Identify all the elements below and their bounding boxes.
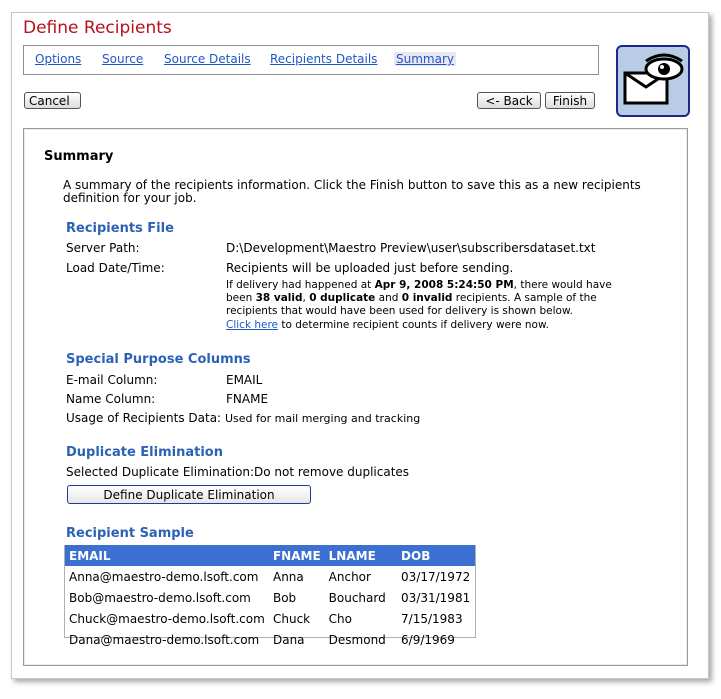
cancel-button[interactable]: Cancel (24, 92, 81, 109)
special-columns-heading: Special Purpose Columns (66, 352, 251, 367)
delivery-datetime: Apr 9, 2008 5:24:50 PM (374, 279, 514, 291)
click-here-link[interactable]: Click here (226, 319, 279, 331)
cell-lname: Desmond (328, 632, 386, 647)
load-datetime-label: Load Date/Time: (66, 261, 165, 275)
cell-lname: Bouchard (328, 590, 386, 605)
recipient-sample-table (64, 545, 476, 647)
duplicate-elimination-heading: Duplicate Elimination (66, 445, 223, 460)
name-column-label: Name Column: (66, 392, 156, 406)
email-column-label: E-mail Column: (66, 373, 158, 387)
column-header-fname: FNAME (269, 545, 325, 566)
usage-label: Usage of Recipients Data: (66, 411, 222, 425)
cell-dob: 03/17/1972 (401, 569, 471, 584)
name-column-value: FNAME (226, 392, 269, 406)
cell-dob: 6/9/1969 (401, 632, 455, 647)
table-row (65, 629, 475, 650)
recipients-file-heading: Recipients File (66, 221, 174, 236)
delivery-note-line1: If delivery had happened at Apr 9, 2008 5:24:50 PM, there would have (226, 279, 612, 291)
load-datetime-value: Recipients will be uploaded just before sending. (226, 261, 514, 275)
cell-lname: Cho (328, 611, 352, 626)
tab-source[interactable]: Source (102, 52, 144, 66)
table-row (65, 587, 475, 608)
cell-fname: Dana (272, 632, 305, 647)
finish-button[interactable]: Finish (545, 92, 595, 109)
invalid-count: 0 invalid (401, 292, 453, 304)
column-header-dob: DOB (397, 545, 475, 566)
recipient-sample-heading: Recipient Sample (66, 526, 194, 541)
delivery-note-line3: recipients that would have been used for delivery is shown below. (226, 305, 573, 317)
cell-dob: 7/15/1983 (401, 611, 463, 626)
summary-heading: Summary (44, 149, 114, 164)
tab-options[interactable]: Options (35, 52, 82, 66)
delivery-note-line4: Click here to determine recipient counts if delivery were now. (226, 319, 549, 331)
cell-fname: Anna (272, 569, 304, 584)
wizard-tabs (23, 45, 599, 75)
summary-intro-cont: definition for your job. (63, 191, 197, 205)
server-path-value: D:\Development\Maestro Preview\user\subscribersdataset.txt (226, 241, 596, 255)
cell-email: Chuck@maestro-demo.lsoft.com (69, 611, 265, 626)
sample-table (65, 545, 475, 650)
cell-fname: Bob (272, 590, 297, 605)
tab-summary[interactable]: Summary (396, 52, 454, 66)
cell-email: Bob@maestro-demo.lsoft.com (69, 590, 251, 605)
cell-email: Dana@maestro-demo.lsoft.com (69, 632, 260, 647)
cell-fname: Chuck (272, 611, 311, 626)
selected-duplicate-label: Selected Duplicate Elimination: (66, 465, 255, 479)
duplicate-count: 0 duplicate (309, 292, 376, 304)
tab-recipients-details[interactable]: Recipients Details (270, 52, 378, 66)
column-header-email: EMAIL (65, 545, 269, 566)
back-button[interactable]: <- Back (477, 92, 541, 109)
eye-envelope-icon (616, 45, 690, 117)
table-row (65, 566, 475, 587)
tab-source-details[interactable]: Source Details (164, 52, 251, 66)
cell-email: Anna@maestro-demo.lsoft.com (69, 569, 259, 584)
valid-count: 38 valid (255, 292, 303, 304)
server-path-label: Server Path: (66, 241, 140, 255)
usage-value: Used for mail merging and tracking (225, 412, 421, 425)
page-title: Define Recipients (23, 18, 172, 38)
cell-lname: Anchor (328, 569, 371, 584)
define-duplicate-elimination-button[interactable]: Define Duplicate Elimination (67, 485, 311, 504)
table-row (65, 608, 475, 629)
email-column-value: EMAIL (226, 373, 263, 387)
summary-intro: A summary of the recipients information. Click the Finish button to save this as a new recipients (63, 178, 641, 192)
column-header-lname: LNAME (325, 545, 397, 566)
cell-dob: 03/31/1981 (401, 590, 471, 605)
selected-duplicate-value: Do not remove duplicates (254, 465, 410, 479)
table-header-row (65, 545, 475, 566)
delivery-note-line2: been 38 valid, 0 duplicate and 0 invalid recipients. A sample of the (226, 292, 597, 304)
